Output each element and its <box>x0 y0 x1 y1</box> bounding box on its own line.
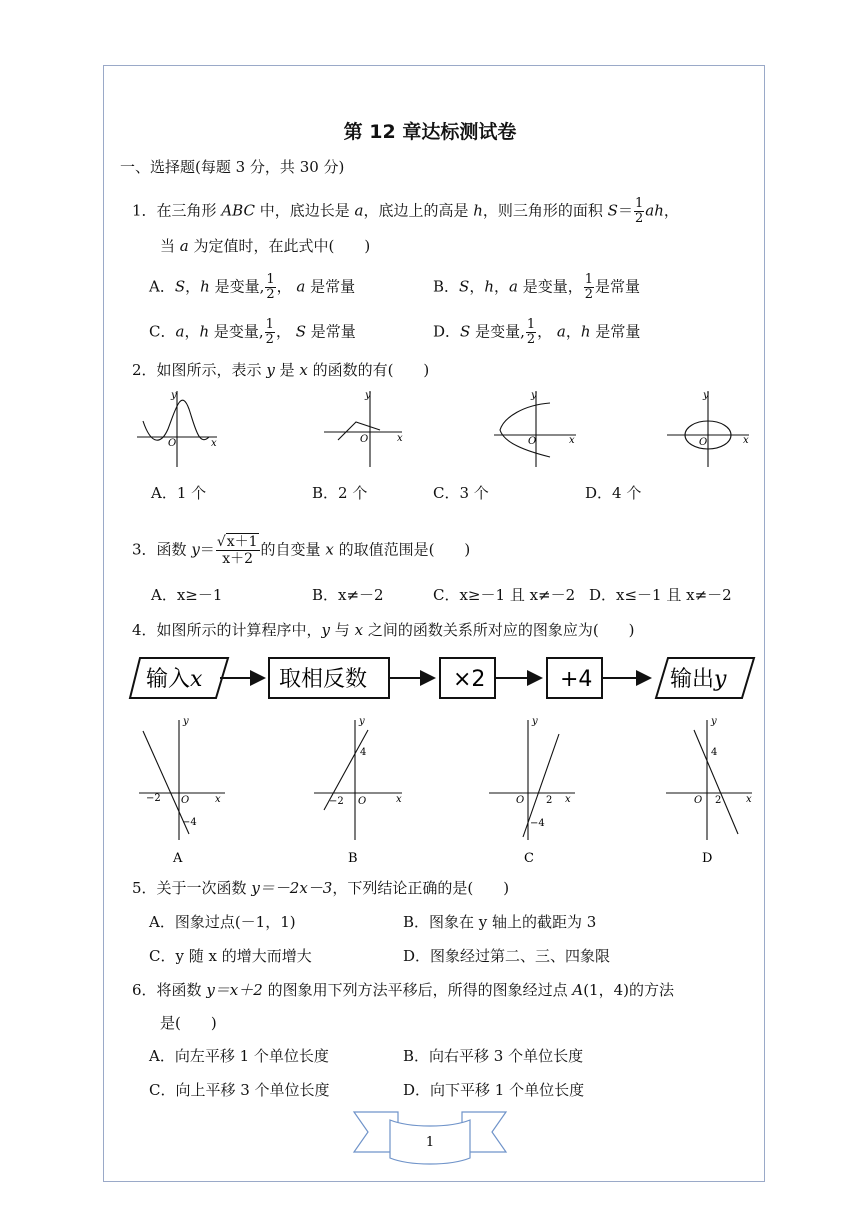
q1-stem-line1: 1．在三角形 ABC 中，底边长是 a，底边上的高是 h，则三角形的面积 S＝ $\frac{1}{2}$ ah， <box>132 196 679 226</box>
x-label: x <box>746 794 752 805</box>
q5-option-c: C．y 随 x 的增大而增大 <box>149 947 312 965</box>
flow-plus4-label: +4 <box>560 667 593 692</box>
q2-option-a: A．1 个 <box>151 484 207 502</box>
flow-times2-label: ×2 <box>453 667 486 692</box>
page-title: 第 12 章达标测试卷 <box>343 121 517 143</box>
origin-label: O <box>181 795 190 806</box>
q5-stem: 5．关于一次函数 y＝－2x－3，下列结论正确的是( ) <box>132 879 510 897</box>
graph-label-c: C <box>524 851 534 866</box>
origin-label: O <box>358 796 367 807</box>
x-label: x <box>569 435 575 446</box>
x-label: x <box>743 435 749 446</box>
x-label: x <box>565 794 571 805</box>
q6-option-b: B．向右平移 3 个单位长度 <box>403 1047 584 1065</box>
q4-graph-c <box>485 712 580 867</box>
q1-option-a: A．S，h 是变量, $\frac{1}{2}$ ， a 是常量 <box>149 272 356 302</box>
y-label: y <box>703 390 709 401</box>
graph-label-b: B <box>348 851 358 866</box>
q3-option-d: D．x≤－1 且 x≠－2 <box>589 586 732 604</box>
page-number: 1 <box>425 1135 435 1150</box>
flow-negate-label: 取相反数 <box>279 667 368 692</box>
curve <box>143 400 209 440</box>
q3-stem: 3．函数 y＝ $\frac{√x+1}{x+2}$ 的自变量 x 的取值范围是( ) <box>132 534 471 567</box>
q2-option-c: C．3 个 <box>433 484 489 502</box>
q6-stem-line2: 是( ) <box>160 1014 217 1032</box>
q4-graph-a <box>135 712 230 867</box>
q2-option-b: B．2 个 <box>312 484 368 502</box>
x-label: x <box>397 433 403 444</box>
origin-label: O <box>694 795 703 806</box>
x-label: x <box>215 794 221 805</box>
q5-option-a: A．图象过点(－1，1) <box>149 913 296 931</box>
q3-option-b: B．x≠－2 <box>312 586 384 604</box>
tick-neg4: −4 <box>182 817 197 828</box>
graph-label-a: A <box>173 851 183 866</box>
tick-4: 4 <box>711 747 718 758</box>
tick-4: 4 <box>360 747 367 758</box>
q2-option-d: D．4 个 <box>585 484 642 502</box>
y-label: y <box>171 390 177 401</box>
origin-label: O <box>528 436 537 447</box>
tick-neg4: −4 <box>530 818 545 829</box>
origin-label: O <box>168 438 177 449</box>
x-label: x <box>211 438 217 449</box>
q6-stem: 6．将函数 y＝x＋2 的图象用下列方法平移后，所得的图象经过点 A(1，4)的方法 <box>132 981 674 999</box>
q2-graph-parabola <box>492 385 582 470</box>
tick-2: 2 <box>546 795 553 806</box>
q1-option-b: B．S，h，a 是变量， $\frac{1}{2}$ 是常量 <box>433 272 641 302</box>
q4-graph-b <box>310 712 405 867</box>
q3-option-a: A．x≥－1 <box>151 586 223 604</box>
page-number-ribbon <box>350 1106 510 1166</box>
q2-graph-circle <box>663 385 758 470</box>
q2-graph-sine <box>135 385 225 470</box>
q1-option-d: D．S 是变量, $\frac{1}{2}$ ， a，h 是常量 <box>433 317 641 347</box>
y-label: y <box>531 390 537 401</box>
tick-neg2: −2 <box>146 793 161 804</box>
y-label: y <box>183 716 189 727</box>
y-label: y <box>711 716 717 727</box>
graph-label-d: D <box>702 851 713 866</box>
q5-option-d: D．图象经过第二、三、四象限 <box>403 947 611 965</box>
q6-option-c: C．向上平移 3 个单位长度 <box>149 1081 330 1099</box>
q1-option-c: C．a，h 是变量, $\frac{1}{2}$ ， S 是常量 <box>149 317 356 347</box>
origin-label: O <box>360 434 369 445</box>
tick-2: 2 <box>715 795 722 806</box>
q1-stem-line2: 当 a 为定值时，在此式中( ) <box>160 237 371 255</box>
origin-label: O <box>516 795 525 806</box>
y-label: y <box>532 716 538 727</box>
q3-option-c: C．x≥－1 且 x≠－2 <box>433 586 576 604</box>
y-label: y <box>365 390 371 401</box>
flow-input-label: 输入x <box>146 667 203 692</box>
q4-stem: 4．如图所示的计算程序中，y 与 x 之间的函数关系所对应的图象应为( ) <box>132 621 635 639</box>
curve <box>500 403 550 457</box>
q5-option-b: B．图象在 y 轴上的截距为 3 <box>403 913 597 931</box>
q4-flowchart <box>128 652 758 704</box>
flow-output-label: 输出y <box>670 667 727 692</box>
q2-stem: 2．如图所示，表示 y 是 x 的函数的有( ) <box>132 361 430 379</box>
section-heading: 一、选择题(每题 3 分，共 30 分) <box>120 158 345 176</box>
q4-graph-d <box>660 712 760 867</box>
origin-label: O <box>699 437 708 448</box>
graph-line <box>694 730 738 834</box>
tick-neg2: −2 <box>329 796 344 807</box>
q6-option-a: A．向左平移 1 个单位长度 <box>149 1047 329 1065</box>
q2-graph-polyline <box>318 385 408 470</box>
x-label: x <box>396 794 402 805</box>
curve <box>338 422 380 440</box>
y-label: y <box>359 716 365 727</box>
q6-option-d: D．向下平移 1 个单位长度 <box>403 1081 585 1099</box>
